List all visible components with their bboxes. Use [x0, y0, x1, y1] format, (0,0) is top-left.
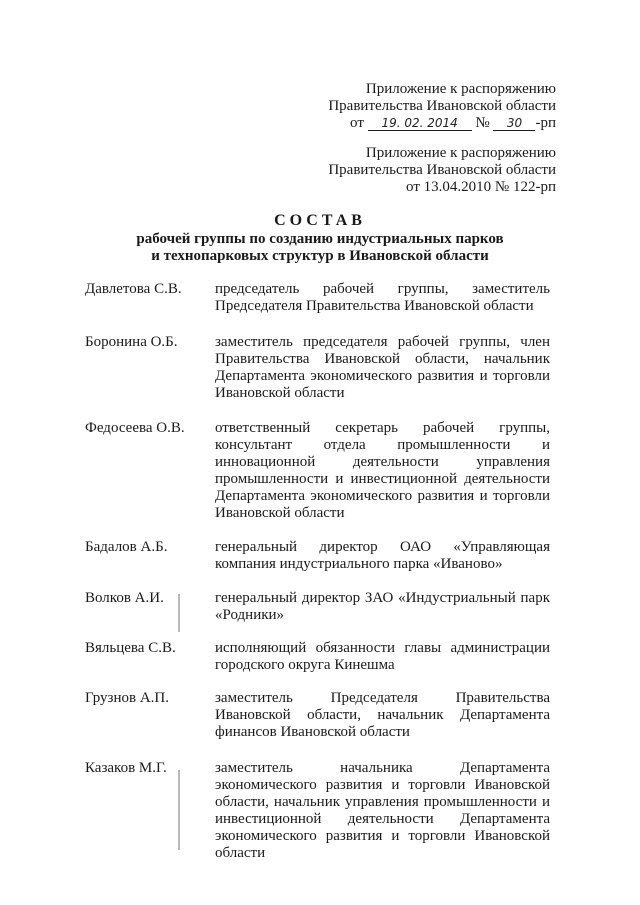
role-line: финансов Ивановской области [215, 724, 410, 740]
member-name: Казаков М.Г. [85, 760, 167, 776]
annex-date-line [328, 115, 556, 132]
role-line: заместитель начальника Департамента [215, 760, 550, 776]
annex-line-1: Приложение к распоряжению [365, 81, 556, 97]
annex-orig-line-3: от 13.04.2010 № 122-рп [406, 179, 556, 195]
role-line: инвестиционной деятельности Департамента [215, 811, 550, 827]
role-line: промышленности и инвестиционной деятельности [215, 471, 550, 487]
annex-from-label: от [350, 115, 364, 131]
annex-header-current [328, 81, 556, 132]
handwritten-date: 19. 02. 2014 [368, 116, 472, 131]
member-name: Бадалов А.Б. [85, 539, 168, 555]
member-name: Вяльцева С.В. [85, 640, 176, 656]
annex-orig-line-2: Правительства Ивановской области [328, 162, 556, 178]
member-role [215, 334, 550, 402]
member-role [215, 539, 550, 573]
annex-orig-line-1: Приложение к распоряжению [365, 145, 556, 161]
role-line: Ивановской области [215, 385, 345, 401]
role-line: председатель рабочей группы, заместитель [215, 281, 550, 297]
role-line: Ивановской области, начальник Департамента [215, 707, 550, 723]
role-line: исполняющий обязанности главы администрации [215, 640, 550, 656]
annex-suffix: -рп [535, 115, 556, 131]
document-title [0, 211, 640, 265]
role-line: области [215, 845, 266, 861]
role-line: Департамента экономического развития и торговли [215, 488, 550, 504]
role-line: компания индустриального парка «Иваново» [215, 556, 503, 572]
member-name: Грузнов А.П. [85, 690, 169, 706]
member-name: Волков А.И. [85, 590, 164, 606]
role-line: «Родники» [215, 607, 285, 623]
member-role [215, 760, 550, 862]
role-line: консультант отдела промышленности и [215, 437, 550, 453]
role-line: ответственный секретарь рабочей группы, [215, 420, 550, 436]
annex-number-label: № [475, 115, 490, 131]
role-line: генеральный директор ЗАО «Индустриальный парк [215, 590, 550, 606]
member-role [215, 420, 550, 522]
role-line: Председателя Правительства Ивановской области [215, 298, 534, 314]
member-role [215, 640, 550, 674]
role-line: заместитель Председателя Правительства [215, 690, 550, 706]
role-line: городского округа Кинешма [215, 657, 395, 673]
member-role [215, 690, 550, 741]
role-line: области, начальник управления промышленности и [215, 794, 550, 810]
title-subtitle-2: и технопарковых структур в Ивановской области [151, 248, 489, 264]
handwritten-number: 30 [493, 116, 535, 131]
scan-artifact [178, 594, 180, 632]
role-line: Департамента экономического развития и торговли [215, 368, 550, 384]
role-line: Ивановской области [215, 505, 345, 521]
member-role [215, 281, 550, 315]
member-name: Давлетова С.В. [85, 281, 182, 297]
member-role [215, 590, 550, 624]
role-line: заместитель председателя рабочей группы, член [215, 334, 550, 350]
role-line: генеральный директор ОАО «Управляющая [215, 539, 550, 555]
role-line: экономического развития и торговли Ивановской [215, 828, 550, 844]
role-line: инновационной деятельности управления [215, 454, 550, 470]
annex-header-original [328, 145, 556, 196]
member-name: Федосеева О.В. [85, 420, 185, 436]
title-main: СОСТАВ [274, 212, 366, 229]
role-line: экономического развития и торговли Ивановской [215, 777, 550, 793]
role-line: Правительства Ивановской области, начальник [215, 351, 550, 367]
scan-artifact [178, 770, 180, 850]
title-subtitle-1: рабочей группы по созданию индустриальных парков [136, 231, 504, 247]
member-name: Боронина О.Б. [85, 334, 178, 350]
annex-line-2: Правительства Ивановской области [328, 98, 556, 114]
